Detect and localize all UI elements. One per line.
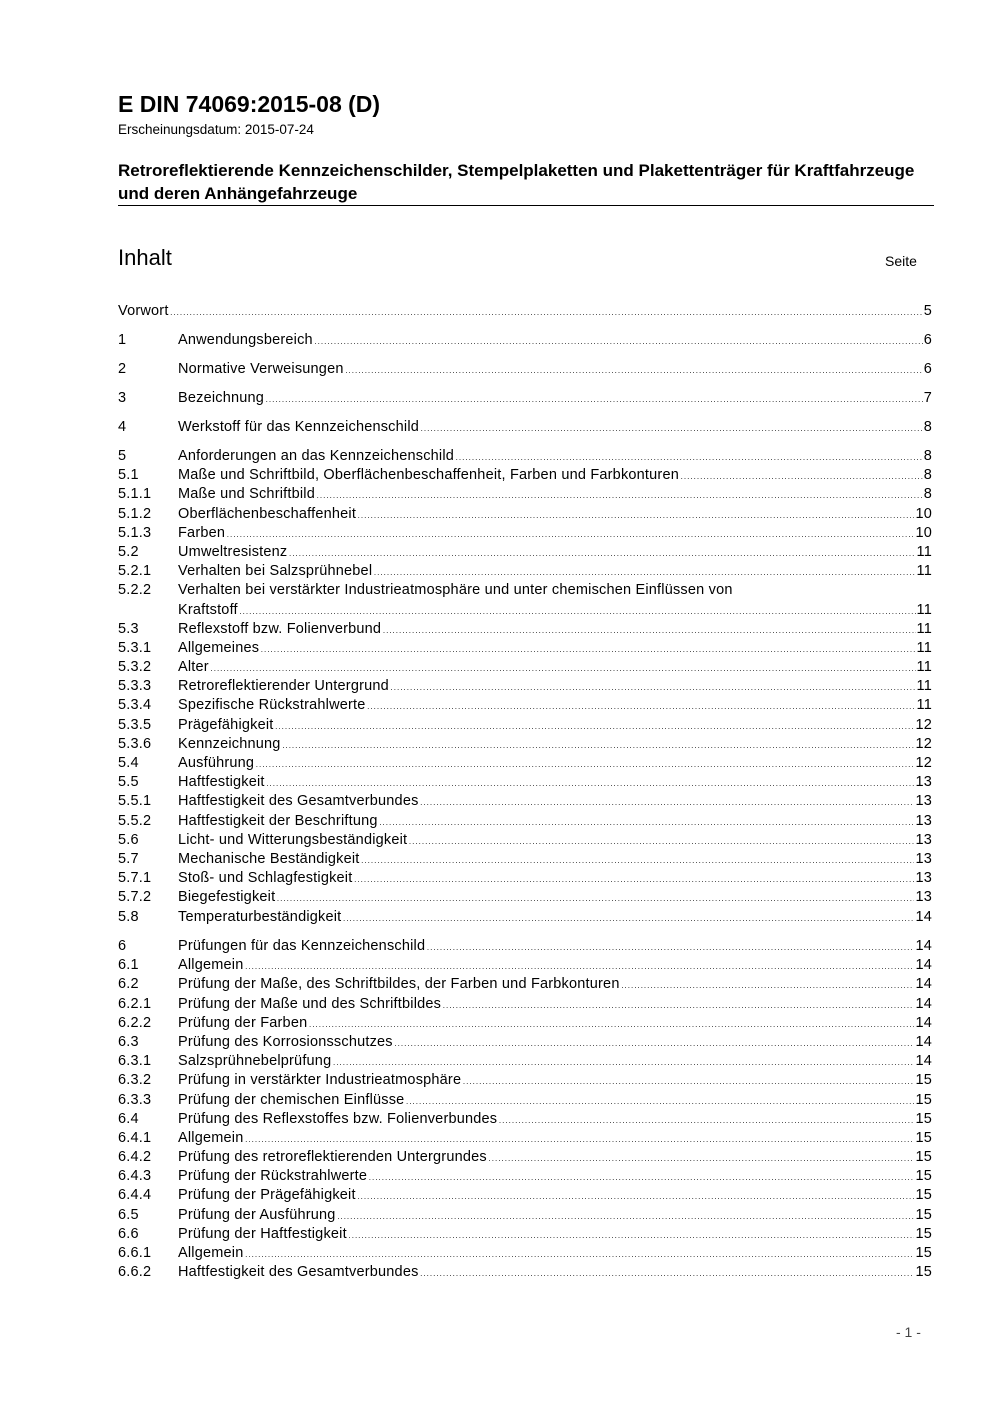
- toc-entry-number: 6.4.1: [118, 1129, 152, 1146]
- toc-entry[interactable]: [118, 1091, 932, 1110]
- toc-entry-page: 15: [914, 1186, 932, 1205]
- toc-entry-number: 5.3.2: [118, 659, 152, 676]
- toc-entry-page: 12: [914, 735, 932, 754]
- toc-entry-number: 5.1.3: [118, 524, 152, 541]
- toc-entry-page: 7: [923, 389, 932, 408]
- toc-entry-title: Maße und Schriftbild: [178, 486, 315, 503]
- toc-entry-title: Haftfestigkeit des Gesamtverbundes: [178, 793, 419, 810]
- toc-entry-page: 15: [914, 1206, 932, 1225]
- toc-entry-number: 5.5.1: [118, 793, 152, 810]
- toc-entry-title: Retroreflektierender Untergrund: [178, 678, 389, 695]
- toc-entry-page: 8: [923, 466, 932, 485]
- toc-entry-number: 5.6: [118, 831, 139, 848]
- toc-group: [118, 331, 932, 350]
- toc-entry[interactable]: [118, 639, 932, 658]
- toc-entry-title: Prüfung der Farben: [178, 1014, 308, 1031]
- toc-entry-page: 12: [914, 716, 932, 735]
- toc-entry-page: 8: [923, 485, 932, 504]
- toc-entry-number: 6.4.4: [118, 1187, 152, 1204]
- toc-entry-page: 10: [914, 524, 932, 543]
- page-number: - 1 -: [896, 1324, 921, 1340]
- toc-entry-number: 2: [118, 361, 127, 377]
- toc-group: [118, 389, 932, 408]
- toc-entry[interactable]: [118, 466, 932, 485]
- toc-entry-title: Kraftstoff: [178, 601, 238, 618]
- toc-entry-number: 6.5: [118, 1206, 139, 1223]
- toc-entry-page: 11: [916, 658, 932, 677]
- toc-entry-page: 14: [914, 1033, 932, 1052]
- toc-entry-title: Haftfestigkeit: [178, 774, 265, 791]
- toc-entry-number: 6: [118, 938, 127, 954]
- toc-group: [118, 302, 932, 321]
- toc-entry-number: 6.3: [118, 1033, 139, 1050]
- toc-entry-page: 8: [923, 418, 932, 437]
- toc-entry-number: 6.2.1: [118, 995, 152, 1012]
- toc-entry-number: 5.1.1: [118, 486, 152, 503]
- toc-entry[interactable]: [118, 975, 932, 994]
- toc-entry-page: 13: [914, 812, 932, 831]
- toc-entry-title: Verhalten bei verstärkter Industrieatmosphäre und unter chemischen Einflüssen von: [178, 582, 733, 599]
- toc-entry-page: 11: [916, 601, 932, 620]
- toc-entry-title: Prüfung der Ausführung: [178, 1206, 336, 1223]
- toc-entry-title: Salzsprühnebelprüfung: [178, 1053, 332, 1070]
- toc-group: [118, 937, 932, 1282]
- toc-entry-number: 5.2.1: [118, 563, 152, 580]
- toc-entry-title: Prägefähigkeit: [178, 716, 274, 733]
- toc-entry-page: 15: [914, 1263, 932, 1282]
- toc-entry[interactable]: [118, 831, 932, 850]
- toc-entry-number: 5.7.2: [118, 889, 152, 906]
- toc-entry[interactable]: [118, 735, 932, 754]
- toc-entry-number: 5.5.2: [118, 812, 152, 829]
- toc-entry[interactable]: [118, 485, 932, 504]
- toc-entry-number: 6.1: [118, 957, 139, 974]
- toc-entry-number: 5.1: [118, 467, 139, 484]
- toc-entry-number: 6.6: [118, 1225, 139, 1242]
- toc-entry-title: Stoß- und Schlagfestigkeit: [178, 870, 353, 887]
- toc-entry-page: 14: [914, 956, 932, 975]
- toc-entry[interactable]: [118, 1244, 932, 1263]
- toc-entry-title: Haftfestigkeit der Beschriftung: [178, 812, 378, 829]
- toc-entry-title: Prüfung der Prägefähigkeit: [178, 1187, 356, 1204]
- toc-entry[interactable]: [118, 850, 932, 869]
- toc-entry-page: 13: [914, 792, 932, 811]
- toc-entry-title: Umweltresistenz: [178, 543, 288, 560]
- toc-entry-number: 6.3.1: [118, 1053, 152, 1070]
- toc-entry[interactable]: [118, 869, 932, 888]
- document-subtitle: Retroreflektierende Kennzeichenschilder, Stempelplaketten und Plakettenträger für Kraftfahrzeuge und deren Anhängefahrzeuge: [118, 161, 915, 203]
- toc-entry-page: 11: [916, 677, 932, 696]
- toc-entry-number: 5.3.6: [118, 735, 152, 752]
- toc-entry[interactable]: [118, 1167, 932, 1186]
- toc-entry-page: 10: [914, 505, 932, 524]
- document-title: E DIN 74069:2015-08 (D): [118, 91, 381, 117]
- toc-entry[interactable]: [118, 1014, 932, 1033]
- toc-entry-title: Biegefestigkeit: [178, 889, 276, 906]
- toc-entry-page: 15: [914, 1091, 932, 1110]
- toc-entry-page: 11: [916, 696, 932, 715]
- toc-entry-title: Allgemein: [178, 957, 244, 974]
- toc-entry-title: Alter: [178, 659, 209, 676]
- toc-entry-title: Allgemeines: [178, 639, 260, 656]
- toc-entry[interactable]: [118, 716, 932, 735]
- toc-entry-title: Prüfung des Reflexstoffes bzw. Folienverbundes: [178, 1110, 498, 1127]
- toc-entry[interactable]: [118, 1148, 932, 1167]
- toc-entry[interactable]: [118, 754, 932, 773]
- toc-entry-page: 15: [914, 1071, 932, 1090]
- toc-entry-title: Prüfung des retroreflektierenden Untergrundes: [178, 1149, 487, 1166]
- toc-entry-number: 6.3.3: [118, 1091, 152, 1108]
- toc-entry-page: 14: [914, 975, 932, 994]
- issue-date: Erscheinungsdatum: 2015-07-24: [118, 122, 314, 137]
- toc-entry-page: 15: [914, 1129, 932, 1148]
- toc-entry-page: 13: [914, 850, 932, 869]
- toc-entry[interactable]: [118, 389, 932, 408]
- toc-entry[interactable]: [118, 543, 932, 562]
- toc-entry-page: 14: [914, 1052, 932, 1071]
- toc-entry[interactable]: [118, 1206, 932, 1225]
- toc-entry-title: Mechanische Beständigkeit: [178, 850, 360, 867]
- toc-entry-title: Reflexstoff bzw. Folienverbund: [178, 620, 382, 637]
- toc-entry-page: 11: [916, 562, 932, 581]
- toc-group: [118, 418, 932, 437]
- toc-entry-number: 6.6.2: [118, 1264, 152, 1281]
- toc-entry-number: 4: [118, 419, 127, 435]
- toc-entry[interactable]: [118, 1129, 932, 1148]
- toc-entry[interactable]: [118, 418, 932, 437]
- toc-entry[interactable]: [118, 1033, 932, 1052]
- toc-entry-title: Ausführung: [178, 755, 255, 771]
- toc-entry[interactable]: [118, 524, 932, 543]
- title-divider: [118, 205, 934, 206]
- toc-entry-number: 6.2.2: [118, 1014, 152, 1031]
- toc-entry[interactable]: [118, 581, 932, 600]
- toc-entry[interactable]: [118, 995, 932, 1014]
- toc-entry-title: Prüfung der Maße und des Schriftbildes: [178, 995, 442, 1012]
- toc-entry[interactable]: [118, 888, 932, 907]
- toc-entry[interactable]: [118, 937, 932, 956]
- toc-entry-number: 6.4.2: [118, 1149, 152, 1166]
- toc-heading: Inhalt: [118, 245, 172, 270]
- toc-entry-number: 5.7: [118, 850, 139, 867]
- toc-group: [118, 360, 932, 379]
- toc-entry-title: Prüfungen für das Kennzeichenschild: [178, 938, 426, 954]
- toc-entry-page: 15: [914, 1167, 932, 1186]
- toc-entry[interactable]: [118, 360, 932, 379]
- toc-entry-title: Prüfung in verstärkter Industrieatmosphäre: [178, 1072, 462, 1089]
- toc-entry-title: Kennzeichnung: [178, 735, 281, 752]
- toc-entry-number: 5.3.5: [118, 716, 152, 733]
- toc-entry-number: 5.3.3: [118, 678, 152, 695]
- toc-entry[interactable]: [118, 620, 932, 639]
- toc-entry-page: 6: [923, 360, 932, 379]
- toc-entry-number: 6.4: [118, 1110, 139, 1127]
- toc-entry-number: 5.5: [118, 774, 139, 791]
- toc-entry-number: 6.4.3: [118, 1168, 152, 1185]
- toc-entry[interactable]: [118, 658, 932, 677]
- toc-entry-title: Verhalten bei Salzsprühnebel: [178, 563, 373, 580]
- toc-entry-page: 14: [914, 908, 932, 927]
- toc-entry[interactable]: [118, 505, 932, 524]
- toc-entry-title: Prüfung der Maße, des Schriftbildes, der Farben und Farbkonturen: [178, 976, 620, 993]
- toc-entry-number: 5.3.1: [118, 639, 152, 656]
- toc-entry[interactable]: [118, 1071, 932, 1090]
- toc-entry-page: 11: [916, 543, 932, 562]
- toc-entry-title: Anforderungen an das Kennzeichenschild: [178, 448, 455, 464]
- toc-entry[interactable]: [118, 1186, 932, 1205]
- toc-entry-number: 5.3.4: [118, 697, 152, 714]
- toc-entry[interactable]: [118, 696, 932, 715]
- toc-entry-title: Bezeichnung: [178, 390, 265, 406]
- toc-entry-number: 1: [118, 332, 127, 348]
- toc-entry-title: Haftfestigkeit des Gesamtverbundes: [178, 1264, 419, 1281]
- toc-entry[interactable]: [118, 302, 932, 321]
- toc-entry[interactable]: [118, 1110, 932, 1129]
- toc-entry[interactable]: [118, 1263, 932, 1282]
- toc-entry-page: 15: [914, 1148, 932, 1167]
- toc-entry-number: 6.3.2: [118, 1072, 152, 1089]
- toc-entry-title: Prüfung des Korrosionsschutzes: [178, 1033, 393, 1050]
- toc-entry-page: 11: [916, 620, 932, 639]
- toc-entry-page: 13: [914, 773, 932, 792]
- toc-entry-page: 13: [914, 888, 932, 907]
- toc-entry[interactable]: [118, 447, 932, 466]
- toc-entry-number: 5.1.2: [118, 505, 152, 522]
- toc-entry-page: 15: [914, 1110, 932, 1129]
- toc-entry-page: 14: [914, 1014, 932, 1033]
- toc-entry-title: Maße und Schriftbild, Oberflächenbeschaffenheit, Farben und Farbkonturen: [178, 467, 679, 484]
- toc-entry[interactable]: [118, 812, 932, 831]
- toc-entry-title: Prüfung der chemischen Einflüsse: [178, 1091, 405, 1108]
- toc-entry[interactable]: [118, 792, 932, 811]
- toc-entry-title: Allgemein: [178, 1129, 244, 1146]
- toc-page-label: Seite: [885, 253, 917, 269]
- toc-entry[interactable]: [118, 331, 932, 350]
- toc-entry-page: 13: [914, 869, 932, 888]
- toc-entry[interactable]: [118, 601, 932, 620]
- toc-entry-number: 6.2: [118, 976, 139, 993]
- toc-entry[interactable]: [118, 1052, 932, 1071]
- toc-entry-number: 5.8: [118, 908, 139, 925]
- toc-entry-title: Allgemein: [178, 1245, 244, 1261]
- toc-entry-title: Farben: [178, 524, 226, 541]
- toc-entry-page: 14: [914, 937, 932, 956]
- toc-entry-number: 5.4: [118, 755, 139, 771]
- toc-entry-title: Prüfung der Haftfestigkeit: [178, 1225, 347, 1242]
- toc-entry-title: Temperaturbeständigkeit: [178, 908, 342, 925]
- toc-entry-title: Licht- und Witterungsbeständigkeit: [178, 831, 408, 848]
- toc-entry[interactable]: [118, 956, 932, 975]
- toc-entry[interactable]: [118, 1225, 932, 1244]
- toc-entry-title: Normative Verweisungen: [178, 361, 344, 377]
- toc-entry-page: 5: [923, 302, 932, 321]
- toc-entry-number: 3: [118, 390, 127, 406]
- toc-entry-title: Oberflächenbeschaffenheit: [178, 505, 357, 522]
- toc-entry[interactable]: [118, 773, 932, 792]
- toc-entry-title: Vorwort: [118, 303, 169, 319]
- toc-entry[interactable]: [118, 562, 932, 581]
- toc-entry-page: 11: [916, 639, 932, 658]
- toc-entry-page: 14: [914, 995, 932, 1014]
- toc-entry[interactable]: [118, 677, 932, 696]
- toc-entry-number: 5: [118, 448, 127, 464]
- toc-entry[interactable]: [118, 908, 932, 927]
- toc-entry-title: Spezifische Rückstrahlwerte: [178, 697, 366, 714]
- toc-entry-page: 15: [914, 1244, 932, 1263]
- toc-entry-number: 5.2: [118, 543, 139, 560]
- toc-entry-title: Werkstoff für das Kennzeichenschild: [178, 419, 420, 435]
- toc-entry-page: 6: [923, 331, 932, 350]
- toc-entry-number: 6.6.1: [118, 1245, 152, 1261]
- toc-entry-page: 13: [914, 831, 932, 850]
- toc-entry-title: Anwendungsbereich: [178, 332, 313, 348]
- toc-entry-number: 5.3: [118, 620, 139, 637]
- toc-entry-number: 5.2.2: [118, 582, 152, 599]
- toc-entry-number: 5.7.1: [118, 870, 152, 887]
- toc-entry-page: 12: [914, 754, 932, 773]
- toc-entry-title: Prüfung der Rückstrahlwerte: [178, 1168, 368, 1185]
- toc-entry-page: 8: [923, 447, 932, 466]
- toc-entry-page: 15: [914, 1225, 932, 1244]
- toc-group: [118, 447, 932, 927]
